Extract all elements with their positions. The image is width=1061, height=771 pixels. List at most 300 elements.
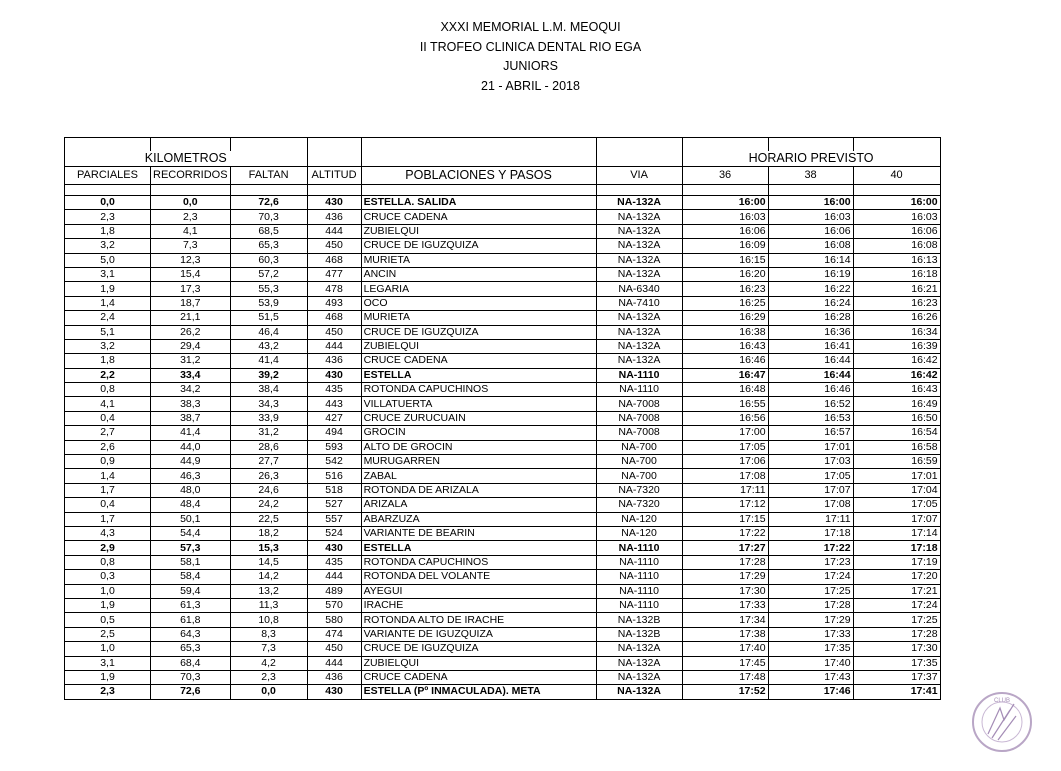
faltan-cell: 4,2 (230, 656, 307, 670)
faltan-cell: 11,3 (230, 598, 307, 612)
recorridos-cell: 65,3 (151, 642, 231, 656)
altitud-cell: 435 (307, 383, 361, 397)
table-row (65, 311, 941, 325)
time-40-cell: 17:19 (853, 555, 940, 569)
faltan-cell: 33,9 (230, 411, 307, 425)
recorridos-cell: 58,4 (151, 570, 231, 584)
parciales-cell: 1,9 (65, 598, 151, 612)
altitud-cell: 468 (307, 253, 361, 267)
poblacion-cell: ROTONDA CAPUCHINOS (361, 555, 596, 569)
parciales-cell: 2,5 (65, 627, 151, 641)
faltan-cell: 15,3 (230, 541, 307, 555)
time-38-cell: 16:14 (768, 253, 853, 267)
recorridos-cell: 26,2 (151, 325, 231, 339)
time-36-cell: 16:55 (682, 397, 768, 411)
event-title: XXXI MEMORIAL L.M. MEOQUI (440, 20, 621, 34)
table-row (65, 541, 941, 555)
altitud-cell: 450 (307, 642, 361, 656)
faltan-cell: 34,3 (230, 397, 307, 411)
parciales-cell: 1,0 (65, 642, 151, 656)
via-cell: NA-7320 (596, 498, 682, 512)
table-row (65, 282, 941, 296)
faltan-cell: 24,2 (230, 498, 307, 512)
recorridos-cell: 46,3 (151, 469, 231, 483)
parciales-cell: 1,8 (65, 224, 151, 238)
altitud-cell: 430 (307, 368, 361, 382)
via-cell: NA-7008 (596, 411, 682, 425)
recorridos-cell: 48,4 (151, 498, 231, 512)
table-row (65, 455, 941, 469)
poblacion-cell: ROTONDA CAPUCHINOS (361, 383, 596, 397)
time-38-cell: 17:35 (768, 642, 853, 656)
poblacion-cell: MURIETA (361, 311, 596, 325)
altitud-cell: 580 (307, 613, 361, 627)
time-36-cell: 16:03 (682, 210, 768, 224)
time-38-cell: 16:36 (768, 325, 853, 339)
time-38-cell: 17:40 (768, 656, 853, 670)
table-row (65, 411, 941, 425)
via-cell: NA-700 (596, 455, 682, 469)
faltan-cell: 38,4 (230, 383, 307, 397)
recorridos-cell: 15,4 (151, 267, 231, 281)
faltan-cell: 46,4 (230, 325, 307, 339)
time-36-cell: 16:43 (682, 339, 768, 353)
altitud-cell: 444 (307, 656, 361, 670)
recorridos-cell: 4,1 (151, 224, 231, 238)
altitud-cell: 430 (307, 196, 361, 210)
recorridos-cell: 34,2 (151, 383, 231, 397)
time-38-cell: 16:57 (768, 426, 853, 440)
recorridos-cell: 57,3 (151, 541, 231, 555)
via-cell: NA-7008 (596, 397, 682, 411)
parciales-cell: 1,9 (65, 670, 151, 684)
poblacion-cell: CRUCE DE IGUZQUIZA (361, 239, 596, 253)
time-40-cell: 16:21 (853, 282, 940, 296)
table-header-spacer-row (65, 185, 941, 196)
time-36-cell: 16:48 (682, 383, 768, 397)
col-40-header: 40 (853, 167, 940, 185)
time-36-cell: 16:56 (682, 411, 768, 425)
faltan-cell: 13,2 (230, 584, 307, 598)
poblacion-cell: IRACHE (361, 598, 596, 612)
time-36-cell: 17:22 (682, 526, 768, 540)
altitud-cell: 516 (307, 469, 361, 483)
parciales-cell: 1,4 (65, 469, 151, 483)
via-cell: NA-132A (596, 210, 682, 224)
altitud-cell: 450 (307, 239, 361, 253)
time-38-cell: 16:19 (768, 267, 853, 281)
time-38-cell: 16:08 (768, 239, 853, 253)
parciales-cell: 1,7 (65, 483, 151, 497)
recorridos-cell: 18,7 (151, 296, 231, 310)
altitud-cell: 444 (307, 339, 361, 353)
table-row (65, 296, 941, 310)
time-40-cell: 17:04 (853, 483, 940, 497)
recorridos-cell: 72,6 (151, 685, 231, 699)
altitud-cell: 524 (307, 526, 361, 540)
time-38-cell: 16:22 (768, 282, 853, 296)
table-row (65, 570, 941, 584)
via-cell: NA-7410 (596, 296, 682, 310)
faltan-cell: 72,6 (230, 196, 307, 210)
time-40-cell: 16:00 (853, 196, 940, 210)
via-cell: NA-132A (596, 339, 682, 353)
faltan-cell: 26,3 (230, 469, 307, 483)
table-row (65, 440, 941, 454)
parciales-cell: 0,3 (65, 570, 151, 584)
table-row (65, 526, 941, 540)
poblacion-cell: CRUCE CADENA (361, 670, 596, 684)
time-38-cell: 17:01 (768, 440, 853, 454)
poblacion-cell: ESTELLA (Pº INMACULADA). META (361, 685, 596, 699)
poblacion-cell: ALTO DE GROCIN (361, 440, 596, 454)
recorridos-cell: 31,2 (151, 354, 231, 368)
faltan-cell: 14,5 (230, 555, 307, 569)
col-38-header: 38 (768, 167, 853, 185)
table-row (65, 670, 941, 684)
time-40-cell: 17:01 (853, 469, 940, 483)
time-38-cell: 16:28 (768, 311, 853, 325)
club-stamp-icon (970, 690, 1034, 754)
time-38-cell: 17:25 (768, 584, 853, 598)
altitud-cell: 436 (307, 210, 361, 224)
time-38-cell: 17:05 (768, 469, 853, 483)
time-36-cell: 16:47 (682, 368, 768, 382)
table-row (65, 483, 941, 497)
poblacion-cell: ZUBIELQUI (361, 339, 596, 353)
via-cell: NA-132A (596, 656, 682, 670)
table-row (65, 685, 941, 699)
col-parciales-header: PARCIALES (65, 167, 151, 185)
faltan-cell: 68,5 (230, 224, 307, 238)
recorridos-cell: 70,3 (151, 670, 231, 684)
faltan-cell: 24,6 (230, 483, 307, 497)
via-cell: NA-1110 (596, 570, 682, 584)
recorridos-cell: 17,3 (151, 282, 231, 296)
faltan-cell: 14,2 (230, 570, 307, 584)
time-40-cell: 16:50 (853, 411, 940, 425)
parciales-cell: 0,5 (65, 613, 151, 627)
time-40-cell: 17:41 (853, 685, 940, 699)
recorridos-cell: 44,0 (151, 440, 231, 454)
parciales-cell: 2,3 (65, 685, 151, 699)
faltan-cell: 60,3 (230, 253, 307, 267)
recorridos-cell: 58,1 (151, 555, 231, 569)
time-36-cell: 16:00 (682, 196, 768, 210)
time-38-cell: 16:53 (768, 411, 853, 425)
faltan-cell: 39,2 (230, 368, 307, 382)
time-36-cell: 16:29 (682, 311, 768, 325)
horario-group-header: HORARIO PREVISTO (682, 151, 940, 167)
via-cell: NA-132A (596, 670, 682, 684)
recorridos-cell: 2,3 (151, 210, 231, 224)
parciales-cell: 2,6 (65, 440, 151, 454)
table-column-header-row (65, 167, 941, 185)
time-38-cell: 17:33 (768, 627, 853, 641)
recorridos-cell: 54,4 (151, 526, 231, 540)
table-row (65, 325, 941, 339)
altitud-cell: 474 (307, 627, 361, 641)
time-36-cell: 16:38 (682, 325, 768, 339)
time-40-cell: 16:26 (853, 311, 940, 325)
time-40-cell: 17:30 (853, 642, 940, 656)
parciales-cell: 5,1 (65, 325, 151, 339)
time-40-cell: 17:35 (853, 656, 940, 670)
via-cell: NA-120 (596, 526, 682, 540)
category-title: JUNIORS (503, 59, 558, 73)
poblacion-cell: ARIZALA (361, 498, 596, 512)
via-cell: NA-700 (596, 440, 682, 454)
time-36-cell: 17:11 (682, 483, 768, 497)
time-36-cell: 17:40 (682, 642, 768, 656)
time-36-cell: 17:28 (682, 555, 768, 569)
time-36-cell: 16:06 (682, 224, 768, 238)
time-40-cell: 16:59 (853, 455, 940, 469)
recorridos-cell: 21,1 (151, 311, 231, 325)
parciales-cell: 2,9 (65, 541, 151, 555)
altitud-cell: 494 (307, 426, 361, 440)
time-38-cell: 17:22 (768, 541, 853, 555)
poblacion-cell: CRUCE DE IGUZQUIZA (361, 642, 596, 656)
poblacion-cell: CRUCE CADENA (361, 210, 596, 224)
time-40-cell: 16:39 (853, 339, 940, 353)
faltan-cell: 65,3 (230, 239, 307, 253)
recorridos-cell: 68,4 (151, 656, 231, 670)
parciales-cell: 1,9 (65, 282, 151, 296)
altitud-cell: 468 (307, 311, 361, 325)
time-38-cell: 17:28 (768, 598, 853, 612)
table-row (65, 627, 941, 641)
recorridos-cell: 44,9 (151, 455, 231, 469)
poblacion-cell: ESTELLA. SALIDA (361, 196, 596, 210)
recorridos-cell: 38,3 (151, 397, 231, 411)
time-36-cell: 17:29 (682, 570, 768, 584)
table-row (65, 426, 941, 440)
km-group-header: KILOMETROS (65, 151, 308, 167)
via-cell: NA-120 (596, 512, 682, 526)
via-cell: NA-1110 (596, 383, 682, 397)
time-40-cell: 16:23 (853, 296, 940, 310)
time-38-cell: 17:29 (768, 613, 853, 627)
table-row (65, 383, 941, 397)
altitud-cell: 493 (307, 296, 361, 310)
time-36-cell: 17:52 (682, 685, 768, 699)
via-cell: NA-132A (596, 196, 682, 210)
time-38-cell: 16:41 (768, 339, 853, 353)
poblacion-cell: ZUBIELQUI (361, 656, 596, 670)
time-36-cell: 17:00 (682, 426, 768, 440)
col-36-header: 36 (682, 167, 768, 185)
poblacion-cell: CRUCE ZURUCUAIN (361, 411, 596, 425)
time-40-cell: 16:42 (853, 354, 940, 368)
recorridos-cell: 33,4 (151, 368, 231, 382)
altitud-cell: 527 (307, 498, 361, 512)
poblacion-cell: ROTONDA DEL VOLANTE (361, 570, 596, 584)
col-recorridos-header: RECORRIDOS (151, 167, 231, 185)
recorridos-cell: 7,3 (151, 239, 231, 253)
poblacion-cell: ESTELLA (361, 368, 596, 382)
altitud-cell: 430 (307, 541, 361, 555)
faltan-cell: 43,2 (230, 339, 307, 353)
time-40-cell: 16:34 (853, 325, 940, 339)
parciales-cell: 3,2 (65, 239, 151, 253)
altitud-cell: 435 (307, 555, 361, 569)
parciales-cell: 0,0 (65, 196, 151, 210)
table-row (65, 656, 941, 670)
time-38-cell: 17:43 (768, 670, 853, 684)
parciales-cell: 0,8 (65, 555, 151, 569)
faltan-cell: 41,4 (230, 354, 307, 368)
time-36-cell: 17:33 (682, 598, 768, 612)
time-36-cell: 17:48 (682, 670, 768, 684)
time-38-cell: 17:03 (768, 455, 853, 469)
parciales-cell: 1,8 (65, 354, 151, 368)
faltan-cell: 7,3 (230, 642, 307, 656)
recorridos-cell: 0,0 (151, 196, 231, 210)
time-38-cell: 17:23 (768, 555, 853, 569)
table-row (65, 397, 941, 411)
table-top-spacer-row (65, 138, 941, 152)
poblacion-cell: CRUCE CADENA (361, 354, 596, 368)
document-header (0, 18, 1061, 96)
table-row (65, 555, 941, 569)
col-poblaciones-header: POBLACIONES Y PASOS (361, 167, 596, 185)
time-36-cell: 16:15 (682, 253, 768, 267)
time-38-cell: 16:46 (768, 383, 853, 397)
parciales-cell: 4,3 (65, 526, 151, 540)
event-date: 21 - ABRIL - 2018 (481, 78, 580, 93)
parciales-cell: 0,4 (65, 411, 151, 425)
svg-text:CLUB: CLUB (993, 698, 1011, 704)
time-36-cell: 16:23 (682, 282, 768, 296)
trophy-title: II TROFEO CLINICA DENTAL RIO EGA (419, 39, 642, 54)
recorridos-cell: 61,3 (151, 598, 231, 612)
parciales-cell: 1,0 (65, 584, 151, 598)
via-cell: NA-132A (596, 267, 682, 281)
via-cell: NA-132B (596, 627, 682, 641)
faltan-cell: 53,9 (230, 296, 307, 310)
poblacion-cell: MURUGARREN (361, 455, 596, 469)
time-40-cell: 17:28 (853, 627, 940, 641)
faltan-cell: 57,2 (230, 267, 307, 281)
faltan-cell: 2,3 (230, 670, 307, 684)
poblacion-cell: LEGARIA (361, 282, 596, 296)
time-36-cell: 17:05 (682, 440, 768, 454)
via-cell: NA-132B (596, 613, 682, 627)
poblacion-cell: ANCIN (361, 267, 596, 281)
via-cell: NA-1110 (596, 541, 682, 555)
faltan-cell: 28,6 (230, 440, 307, 454)
poblacion-cell: VARIANTE DE BEARIN (361, 526, 596, 540)
recorridos-cell: 41,4 (151, 426, 231, 440)
altitud-cell: 570 (307, 598, 361, 612)
time-40-cell: 16:18 (853, 267, 940, 281)
time-36-cell: 17:06 (682, 455, 768, 469)
via-cell: NA-132A (596, 311, 682, 325)
time-40-cell: 17:20 (853, 570, 940, 584)
table-row (65, 339, 941, 353)
via-cell: NA-132A (596, 685, 682, 699)
time-40-cell: 17:18 (853, 541, 940, 555)
via-cell: NA-132A (596, 224, 682, 238)
parciales-cell: 4,1 (65, 397, 151, 411)
time-40-cell: 16:13 (853, 253, 940, 267)
time-38-cell: 17:07 (768, 483, 853, 497)
time-38-cell: 16:44 (768, 368, 853, 382)
via-cell: NA-7008 (596, 426, 682, 440)
poblacion-cell: ABARZUZA (361, 512, 596, 526)
faltan-cell: 51,5 (230, 311, 307, 325)
altitud-cell: 450 (307, 325, 361, 339)
time-36-cell: 17:30 (682, 584, 768, 598)
recorridos-cell: 59,4 (151, 584, 231, 598)
poblacion-cell: ZUBIELQUI (361, 224, 596, 238)
time-40-cell: 16:54 (853, 426, 940, 440)
time-40-cell: 16:58 (853, 440, 940, 454)
via-cell: NA-132A (596, 325, 682, 339)
time-36-cell: 16:25 (682, 296, 768, 310)
poblacion-cell: ESTELLA (361, 541, 596, 555)
time-36-cell: 16:46 (682, 354, 768, 368)
poblacion-cell: OCO (361, 296, 596, 310)
recorridos-cell: 61,8 (151, 613, 231, 627)
altitud-cell: 443 (307, 397, 361, 411)
time-40-cell: 17:05 (853, 498, 940, 512)
table-row (65, 598, 941, 612)
time-40-cell: 16:06 (853, 224, 940, 238)
time-40-cell: 17:37 (853, 670, 940, 684)
altitud-cell: 593 (307, 440, 361, 454)
via-cell: NA-700 (596, 469, 682, 483)
recorridos-cell: 48,0 (151, 483, 231, 497)
time-36-cell: 17:12 (682, 498, 768, 512)
time-36-cell: 17:38 (682, 627, 768, 641)
table-row (65, 224, 941, 238)
table-row (65, 498, 941, 512)
time-40-cell: 16:03 (853, 210, 940, 224)
via-cell: NA-132A (596, 239, 682, 253)
time-36-cell: 16:09 (682, 239, 768, 253)
via-cell: NA-7320 (596, 483, 682, 497)
table-row (65, 642, 941, 656)
table-row (65, 469, 941, 483)
time-38-cell: 17:18 (768, 526, 853, 540)
time-38-cell: 16:44 (768, 354, 853, 368)
via-cell: NA-1110 (596, 598, 682, 612)
time-40-cell: 17:07 (853, 512, 940, 526)
faltan-cell: 27,7 (230, 455, 307, 469)
table-row (65, 267, 941, 281)
parciales-cell: 3,2 (65, 339, 151, 353)
time-36-cell: 17:15 (682, 512, 768, 526)
table-row (65, 584, 941, 598)
poblacion-cell: AYEGUI (361, 584, 596, 598)
table-row (65, 512, 941, 526)
table-row (65, 196, 941, 210)
time-40-cell: 17:14 (853, 526, 940, 540)
altitud-cell: 430 (307, 685, 361, 699)
time-40-cell: 16:08 (853, 239, 940, 253)
parciales-cell: 2,4 (65, 311, 151, 325)
altitud-cell: 489 (307, 584, 361, 598)
altitud-cell: 444 (307, 224, 361, 238)
faltan-cell: 8,3 (230, 627, 307, 641)
parciales-cell: 2,7 (65, 426, 151, 440)
via-cell: NA-132A (596, 642, 682, 656)
poblacion-cell: CRUCE DE IGUZQUIZA (361, 325, 596, 339)
table-row (65, 368, 941, 382)
faltan-cell: 0,0 (230, 685, 307, 699)
